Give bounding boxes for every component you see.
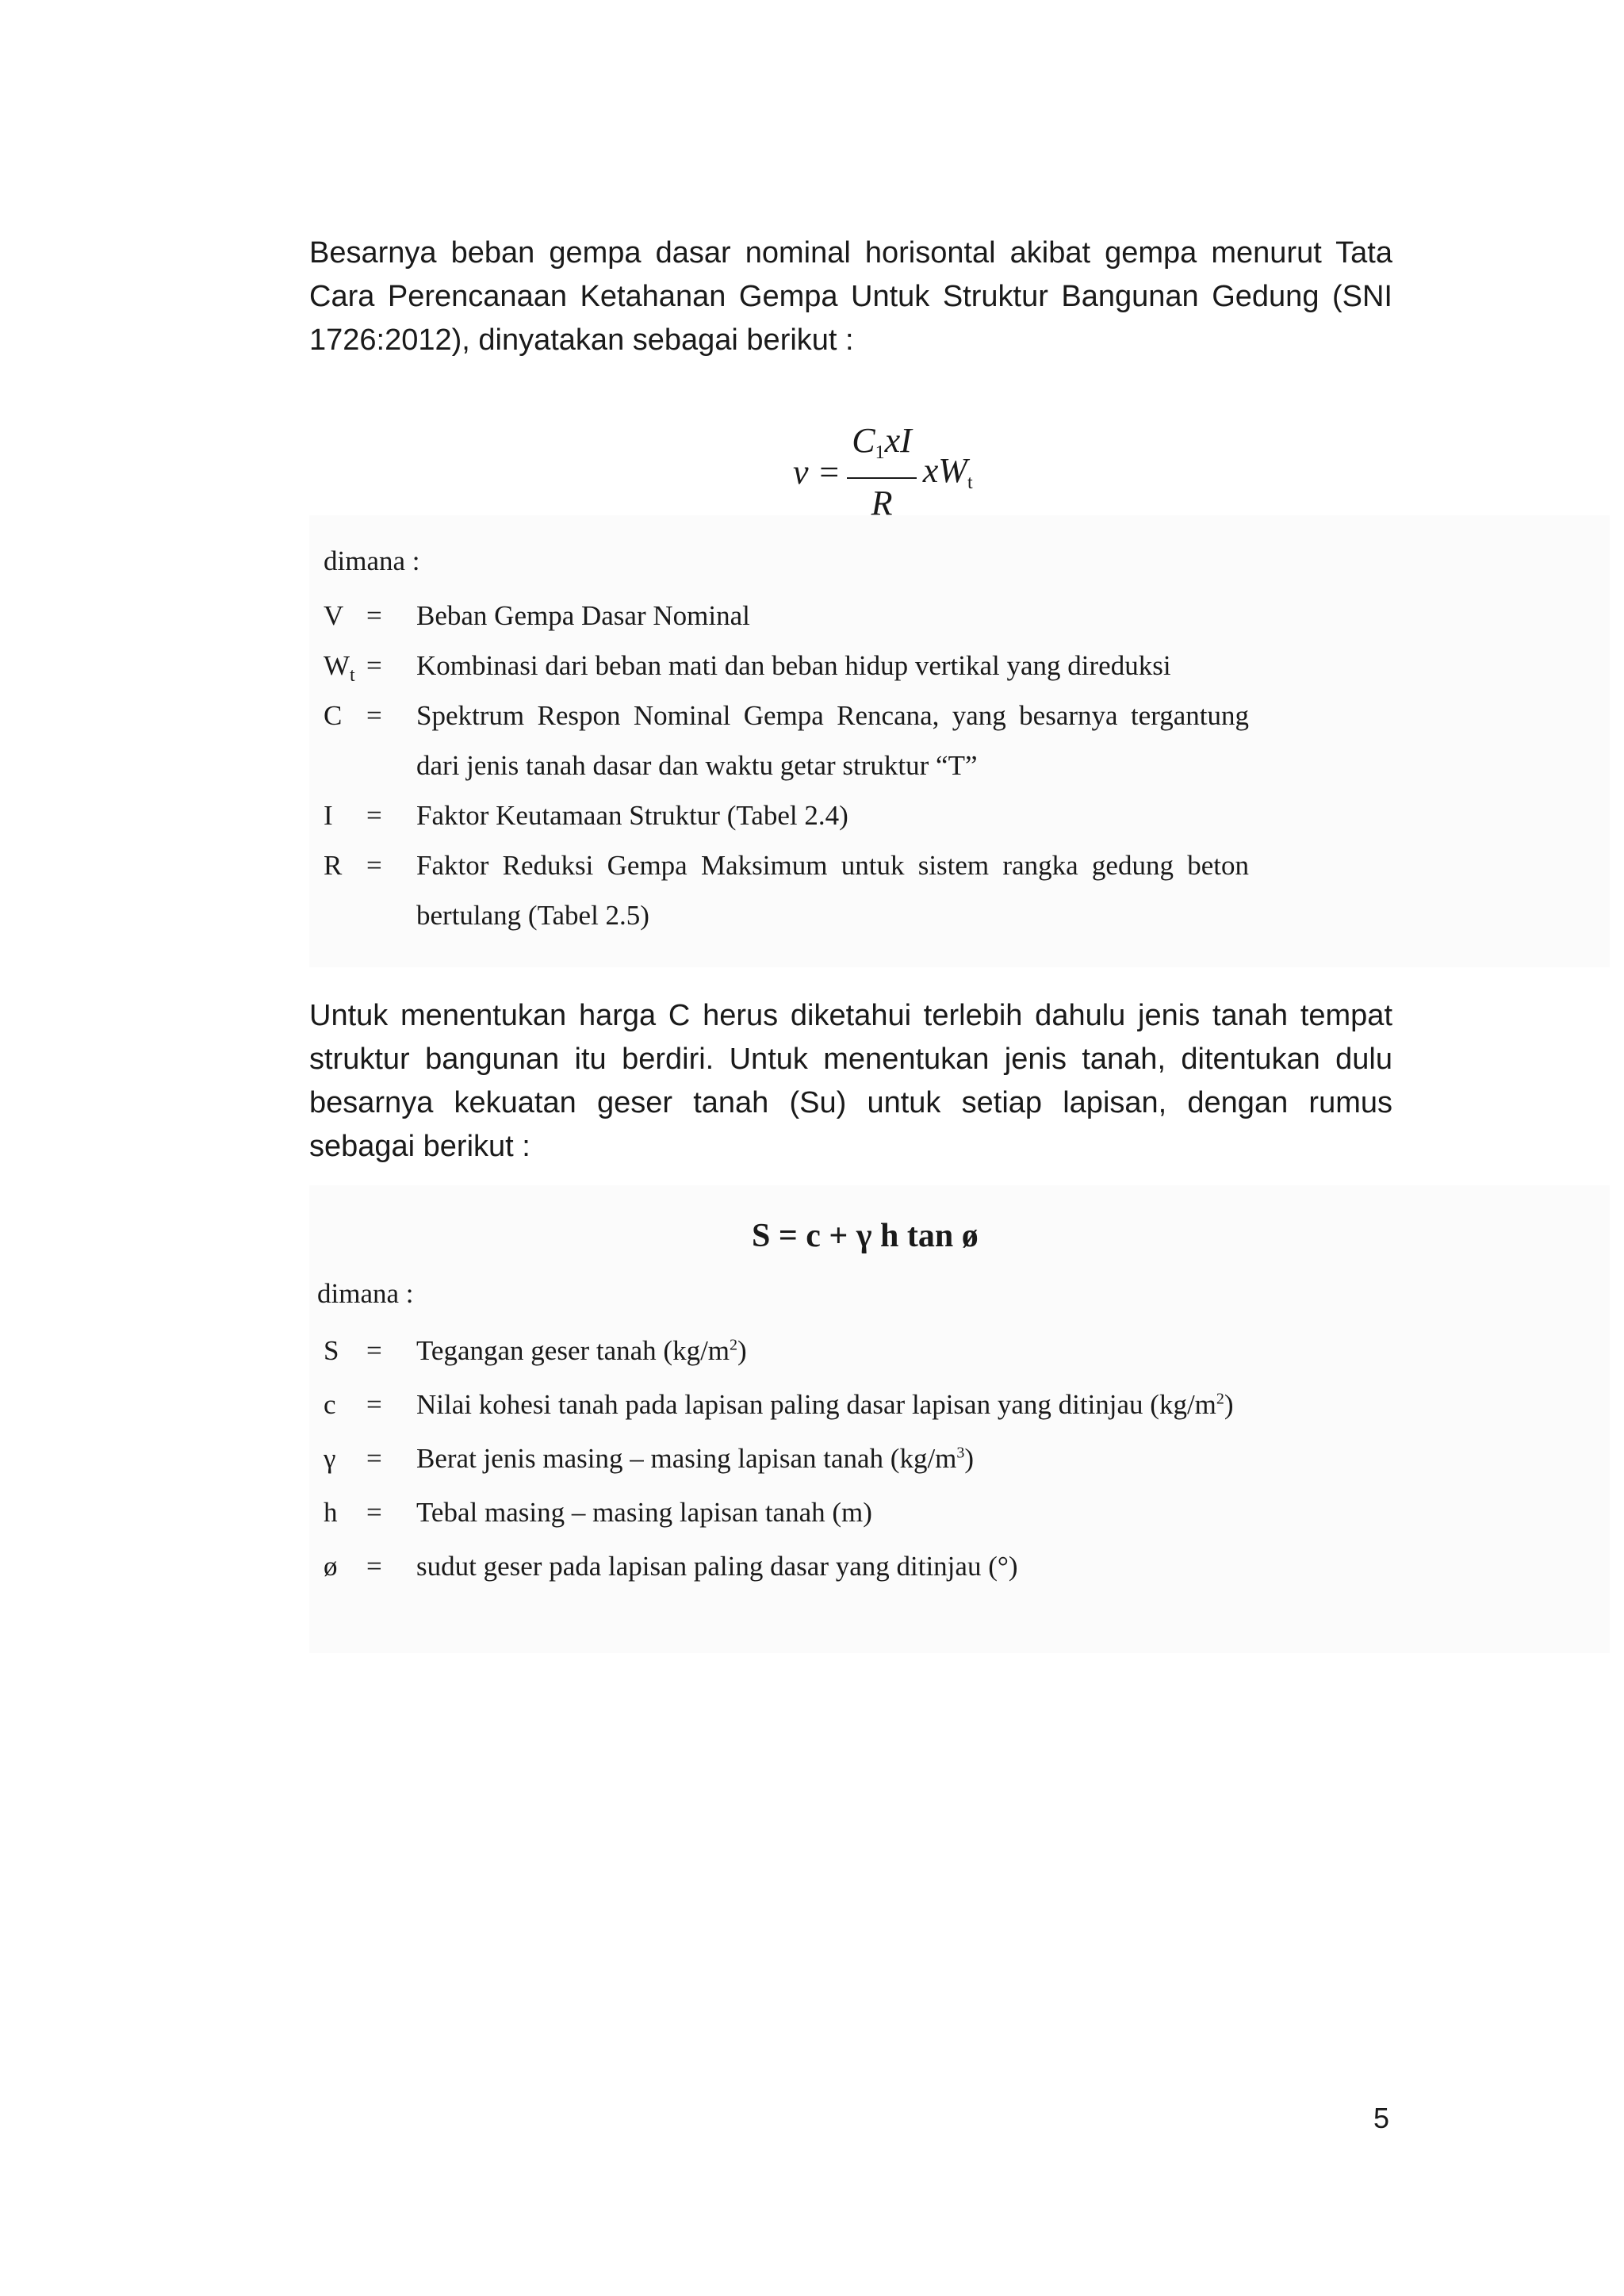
formula-tail: $xW_t$ [922, 450, 973, 493]
definition-text: Kombinasi dari beban mati dan beban hidup vertikal yang direduksi [416, 650, 1171, 681]
definition-item [317, 1432, 1316, 1486]
definition-text: Tebal masing – masing lapisan tanah (m) [416, 1497, 872, 1528]
definition-equals: = [366, 1389, 382, 1420]
definition-symbol: C [324, 700, 343, 731]
definition-text: sudut geser pada lapisan paling dasar yang ditinjau (°) [416, 1551, 1018, 1582]
definition-equals: = [366, 1335, 382, 1366]
definition-symbol: h [324, 1497, 338, 1528]
definition-item [317, 840, 1316, 940]
definition-item [317, 790, 1316, 840]
definition-equals: = [366, 600, 382, 631]
definition-text: Faktor Reduksi Gempa Maksimum untuk sistem rangka gedung beton bertulang (Tabel 2.5) [416, 850, 1249, 931]
formula-lhs: v = [793, 452, 841, 492]
definition-text: Berat jenis masing – masing lapisan tanah $(kg/m^3)$ [416, 1443, 975, 1474]
definition-text: Faktor Keutamaan Struktur (Tabel 2.4) [416, 800, 848, 831]
definition-item [317, 641, 1316, 691]
page-number: 5 [1373, 2102, 1390, 2134]
definitions-intro-1: dimana : [324, 545, 420, 576]
definitions-intro-2: dimana : [317, 1278, 414, 1309]
formula-base-shear [793, 420, 973, 522]
definition-symbol: ø [324, 1551, 338, 1582]
definition-equals: = [366, 850, 382, 881]
definition-symbol: c [324, 1389, 336, 1420]
formula-shear-strength: S = c + γ h tan ø [752, 1218, 979, 1254]
definition-item [317, 1540, 1316, 1594]
formula-denominator: R [871, 483, 893, 522]
paragraph-intro: Besarnya beban gempa dasar nominal horisontal akibat gempa menurut Tata Cara Perencanaan Ketahanan Gempa Untuk Struktur Bangunan Gedung (SNI 1726:2012), dinyatakan sebagai berikut : [309, 236, 1392, 357]
definition-equals: = [366, 1497, 382, 1528]
formula-numerator: $C_1xI$ [847, 419, 917, 479]
definition-item [317, 591, 1316, 641]
definition-item [317, 1378, 1316, 1432]
definition-symbol: R [324, 850, 343, 881]
definition-equals: = [366, 650, 382, 681]
definition-equals: = [366, 1443, 382, 1474]
definition-symbol: I [324, 800, 333, 831]
definition-text: Spektrum Respon Nominal Gempa Rencana, yang besarnya tergantung dari jenis tanah dasar dan waktu getar struktur “T” [416, 700, 1249, 781]
definitions-list-1 [317, 591, 1316, 940]
definition-item [317, 1486, 1316, 1540]
definition-equals: = [366, 1551, 382, 1582]
definition-item [317, 691, 1316, 790]
definition-text: Beban Gempa Dasar Nominal [416, 600, 750, 631]
paragraph-soil-type: Untuk menentukan harga C herus diketahui terlebih dahulu jenis tanah tempat struktur bangunan itu berdiri. Untuk menentukan jenis tanah, ditentukan dulu besarnya kekuatan geser tanah (Su) untuk setiap lapisan, dengan rumus sebagai berikut : [309, 999, 1392, 1163]
definition-equals: = [366, 800, 382, 831]
definition-text: Nilai kohesi tanah pada lapisan paling dasar lapisan yang ditinjau $(kg/m^2)$ [416, 1389, 1234, 1420]
definitions-list-2 [317, 1324, 1316, 1594]
definition-item [317, 1324, 1316, 1378]
definition-symbol: $W_t$ [324, 650, 355, 686]
formula-fraction [847, 419, 917, 525]
definition-symbol: γ [324, 1443, 336, 1474]
definition-text: Tegangan geser tanah $(kg/m^2)$ [416, 1335, 747, 1366]
definition-symbol: V [324, 600, 344, 631]
definition-equals: = [366, 700, 382, 731]
definition-symbol: S [324, 1335, 339, 1366]
